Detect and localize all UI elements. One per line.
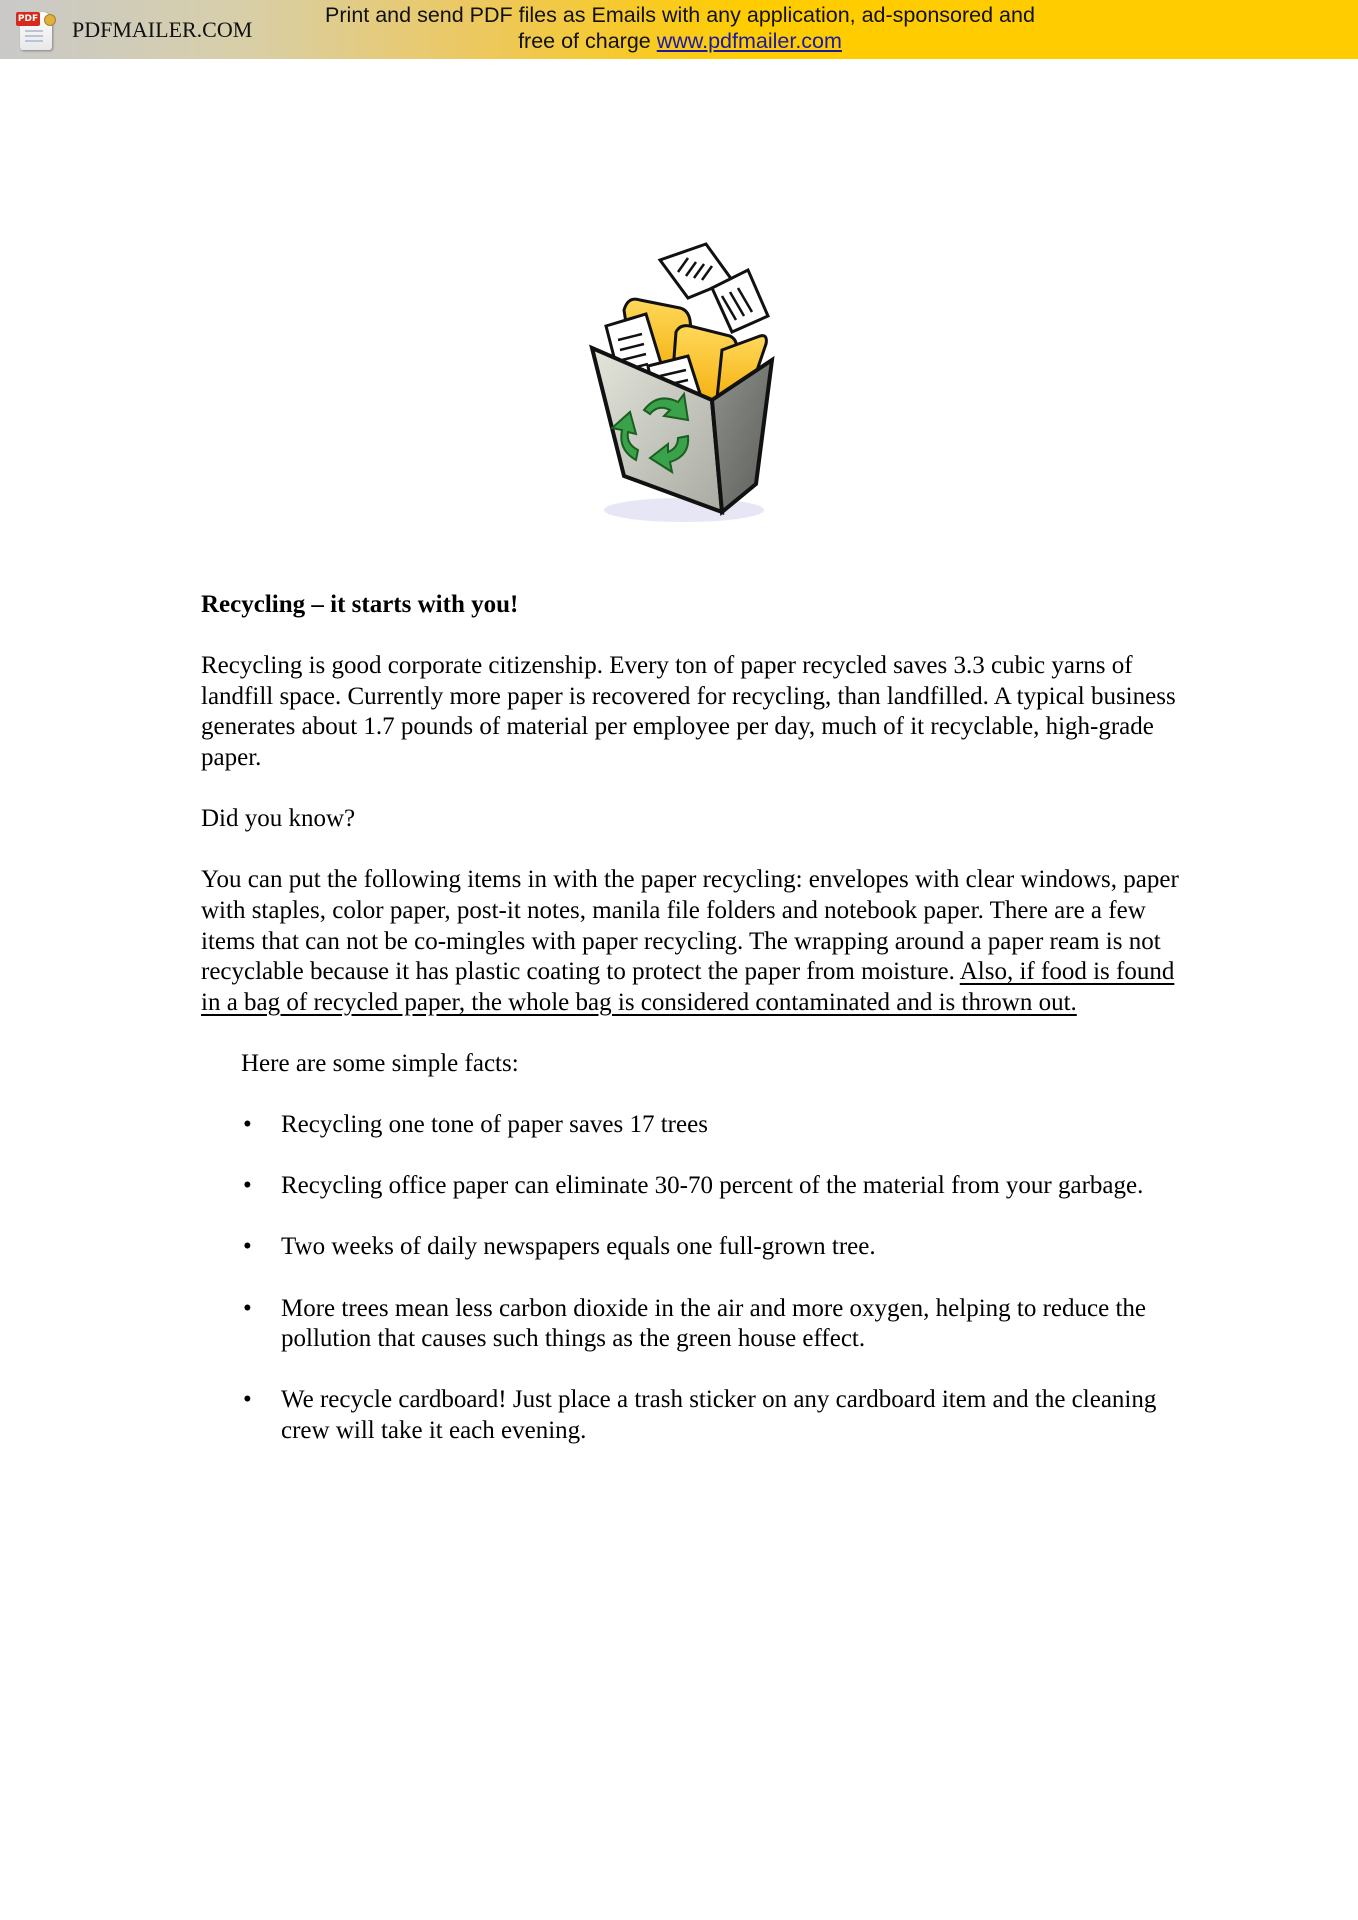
bullet-icon: • xyxy=(243,1111,252,1139)
fact-item: • Recycling one tone of paper saves 17 trees xyxy=(201,1110,1181,1141)
brand-name: PDFMAILER.COM xyxy=(72,17,253,42)
fact-item: • More trees mean less carbon dioxide in the air and more oxygen, helping to reduce the pollution that causes such things as the green house effect. xyxy=(243,1294,1146,1353)
bullet-icon: • xyxy=(243,1294,252,1322)
ad-line-1: Print and send PDF files as Emails with any application, ad-sponsored and xyxy=(325,3,1035,27)
recycle-bin-with-papers-icon xyxy=(572,240,788,530)
pdfmailer-brand[interactable] xyxy=(16,8,252,52)
did-you-know-heading: Did you know? xyxy=(201,805,356,833)
ad-line-2: free of charge www.pdfmailer.com xyxy=(518,29,842,53)
ad-text xyxy=(280,2,1080,54)
facts-list xyxy=(201,1110,1181,1447)
contamination-warning: Also, if food is found in a bag of recycled paper, the whole bag is considered contaminated and is thrown out. xyxy=(201,958,1175,1016)
pdfmailer-link[interactable]: www.pdfmailer.com xyxy=(656,29,842,53)
pdf-document-icon: PDF xyxy=(16,8,56,52)
bullet-icon: • xyxy=(243,1233,252,1261)
pdfmailer-ad-banner xyxy=(0,0,1358,59)
document-title: Recycling – it starts with you! xyxy=(201,591,519,618)
fact-item: • Two weeks of daily newspapers equals one full-grown tree. xyxy=(201,1232,1181,1263)
fact-item: • Recycling office paper can eliminate 30-70 percent of the material from your garbage. xyxy=(201,1171,1181,1202)
bullet-icon: • xyxy=(243,1172,252,1200)
facts-intro: Here are some simple facts: xyxy=(241,1049,519,1077)
bullet-icon: • xyxy=(243,1386,252,1414)
document-body xyxy=(201,590,1181,1477)
paragraph-corporate-citizenship: Recycling is good corporate citizenship. Every ton of paper recycled saves 3.3 cubic yarns of landfill space. Currently more paper is recovered for recycling, than landfilled. A typical business generates about 1.7 pounds of material per employee per day, much of it recyclable, high-grade paper. xyxy=(201,652,1176,771)
paragraph-recyclable-items: You can put the following items in with the paper recycling: envelopes with clear windows, paper with staples, color paper, post-it notes, manila file folders and notebook paper. There are a few items that can not be co-mingles with paper recycling. The wrapping around a paper ream is not recyclable because it has plastic coating to protect the paper from moisture. Also, if food is found in a bag of recycled paper, the whole bag is considered contaminated and is thrown out. xyxy=(201,866,1179,1016)
fact-item: • We recycle cardboard! Just place a trash sticker on any cardboard item and the cleaning crew will take it each evening. xyxy=(243,1386,1157,1445)
